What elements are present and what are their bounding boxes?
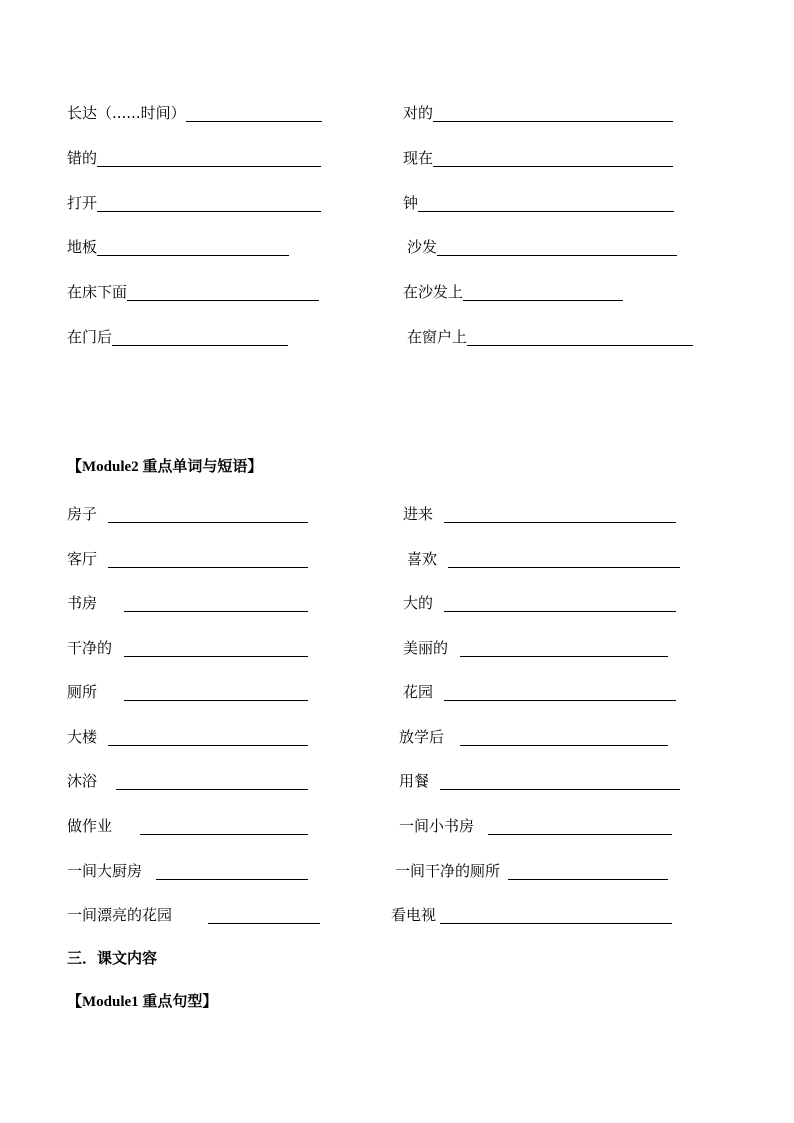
vocab-label: 做作业 [67, 817, 113, 835]
vocab-item [399, 768, 680, 790]
answer-blank[interactable] [112, 328, 288, 346]
vocab-label: 打开 [67, 194, 98, 212]
answer-blank[interactable] [488, 817, 672, 835]
answer-blank[interactable] [124, 594, 308, 612]
vocab-item [67, 100, 322, 122]
vocab-item [67, 635, 308, 657]
answer-blank[interactable] [124, 639, 308, 657]
vocab-label: 大楼 [67, 728, 98, 746]
vocab-item [403, 679, 676, 701]
vocab-label: 一间小书房 [399, 817, 475, 835]
answer-blank[interactable] [460, 639, 668, 657]
vocab-item [407, 546, 680, 568]
vocab-label: 放学后 [399, 728, 445, 746]
vocab-item [67, 902, 320, 924]
answer-blank[interactable] [116, 772, 308, 790]
answer-blank[interactable] [437, 238, 677, 256]
answer-blank[interactable] [444, 594, 676, 612]
vocab-item [67, 190, 321, 212]
vocab-item [403, 590, 676, 612]
vocab-label: 错的 [67, 149, 98, 167]
vocab-label: 在门后 [67, 328, 113, 346]
vocab-label: 一间干净的厕所 [395, 862, 501, 880]
answer-blank[interactable] [97, 194, 321, 212]
vocab-item [67, 768, 308, 790]
answer-blank[interactable] [108, 505, 308, 523]
vocab-item [407, 234, 677, 256]
answer-blank[interactable] [460, 728, 668, 746]
answer-blank[interactable] [140, 817, 308, 835]
vocab-label: 现在 [403, 149, 434, 167]
vocab-label: 客厅 [67, 550, 98, 568]
vocab-item [67, 324, 288, 346]
answer-blank[interactable] [433, 149, 673, 167]
vocab-item [67, 501, 308, 523]
vocab-label: 书房 [67, 594, 98, 612]
vocab-item [399, 813, 672, 835]
vocab-item [67, 858, 308, 880]
vocab-item [67, 279, 319, 301]
vocab-label: 在沙发上 [403, 283, 464, 301]
vocab-item [403, 190, 674, 212]
vocab-label: 美丽的 [403, 639, 449, 657]
vocab-label: 用餐 [399, 772, 430, 790]
module2-heading: 【Module2 重点单词与短语】 [67, 459, 263, 475]
section3-heading-text: 三．课文内容 [67, 949, 158, 967]
answer-blank[interactable] [418, 194, 674, 212]
vocab-label: 在窗户上 [407, 328, 468, 346]
vocab-item [67, 724, 308, 746]
answer-blank[interactable] [467, 328, 693, 346]
answer-blank[interactable] [156, 862, 308, 880]
answer-blank[interactable] [108, 728, 308, 746]
vocab-label: 地板 [67, 238, 98, 256]
answer-blank[interactable] [208, 906, 320, 924]
vocab-label: 对的 [403, 104, 434, 122]
vocab-label: 沙发 [407, 238, 438, 256]
vocab-label: 花园 [403, 683, 434, 701]
answer-blank[interactable] [124, 683, 308, 701]
vocab-label: 喜欢 [407, 550, 438, 568]
answer-blank[interactable] [463, 283, 623, 301]
answer-blank[interactable] [448, 550, 680, 568]
answer-blank[interactable] [444, 505, 676, 523]
answer-blank[interactable] [186, 104, 322, 122]
vocab-label: 大的 [403, 594, 434, 612]
vocab-label: 厕所 [67, 683, 98, 701]
vocab-item [403, 145, 673, 167]
answer-blank[interactable] [508, 862, 668, 880]
answer-blank[interactable] [433, 104, 673, 122]
vocab-label: 钟 [403, 194, 419, 212]
vocab-item [67, 813, 308, 835]
vocab-item [391, 902, 672, 924]
vocab-label: 房子 [67, 505, 98, 523]
vocab-label: 长达（......时间） [67, 104, 186, 122]
answer-blank[interactable] [108, 550, 308, 568]
vocab-label: 一间漂亮的花园 [67, 906, 173, 924]
vocab-item [395, 858, 668, 880]
vocab-label: 干净的 [67, 639, 113, 657]
vocab-item [67, 590, 308, 612]
vocab-item [67, 234, 289, 256]
vocab-item [403, 635, 668, 657]
vocab-item [403, 501, 676, 523]
vocab-label: 沐浴 [67, 772, 98, 790]
vocab-item [407, 324, 693, 346]
module1-sentences-heading: 【Module1 重点句型】 [67, 994, 218, 1010]
vocab-label: 一间大厨房 [67, 862, 143, 880]
vocab-label: 进来 [403, 505, 434, 523]
vocab-item [399, 724, 668, 746]
answer-blank[interactable] [444, 683, 676, 701]
section3-heading [67, 948, 157, 969]
vocab-label: 在床下面 [67, 283, 128, 301]
answer-blank[interactable] [440, 906, 672, 924]
answer-blank[interactable] [97, 238, 289, 256]
answer-blank[interactable] [97, 149, 321, 167]
vocab-label: 看电视 [391, 906, 437, 924]
answer-blank[interactable] [127, 283, 319, 301]
answer-blank[interactable] [440, 772, 680, 790]
vocab-item [67, 145, 321, 167]
vocab-item [67, 679, 308, 701]
vocab-item [67, 546, 308, 568]
vocab-item [403, 279, 623, 301]
vocab-item [403, 100, 673, 122]
